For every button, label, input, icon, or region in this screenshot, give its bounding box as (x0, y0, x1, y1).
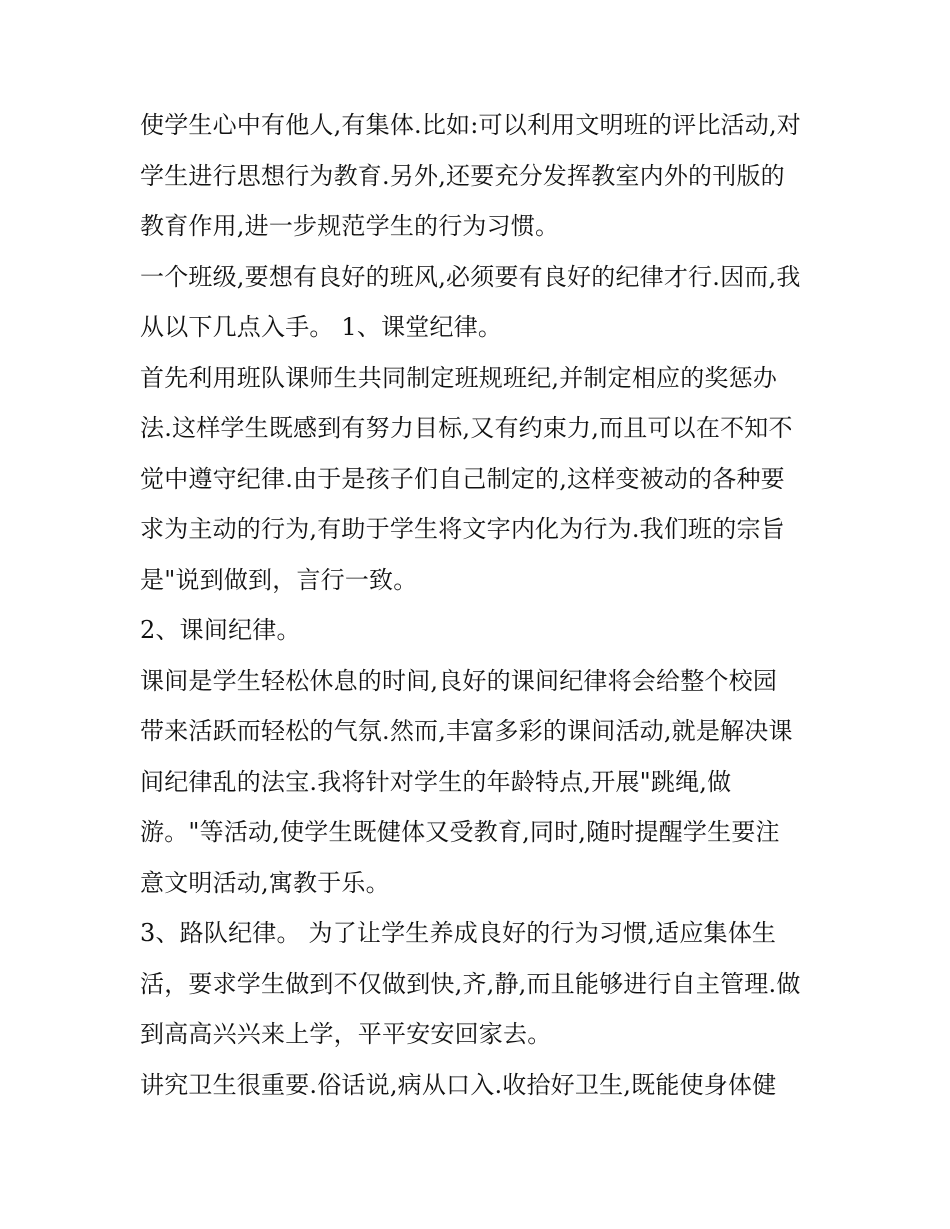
text-line: 使学生心中有他人,有集体.比如:可以利用文明班的评比活动,对 (140, 111, 801, 139)
text-line: 觉中遵守纪律.由于是孩子们自己制定的,这样变被动的各种要 (140, 464, 785, 493)
text-line: 2、课间纪律。 (140, 616, 301, 644)
document-body (140, 100, 820, 1110)
text-line: 课间是学生轻松休息的时间,良好的课间纪律将会给整个校园 (140, 666, 778, 695)
text-line: 求为主动的行为,有助于学生将文字内化为行为.我们班的宗旨 (140, 515, 785, 543)
text-line: 讲究卫生很重要.俗话说,病从口入.收拾好卫生,既能使身体健 (140, 1070, 777, 1099)
text-line: 3、路队纪律。 为了让学生养成良好的行为习惯,适应集体生 (140, 919, 777, 947)
text-line: 法.这样学生既感到有努力目标,又有约束力,而且可以在不知不 (140, 414, 793, 442)
text-line: 活，要求学生做到不仅做到快,齐,静,而且能够进行自主管理.做 (140, 969, 801, 998)
text-line: 一个班级,要想有良好的班风,必须要有良好的纪律才行.因而,我 (140, 262, 801, 291)
text-line: 教育作用,进一步规范学生的行为习惯。 (140, 212, 560, 240)
text-line: 游。"等活动,使学生既健体又受教育,同时,随时提醒学生要注 (140, 818, 780, 846)
text-line: 到高高兴兴来上学，平平安安回家去。 (140, 1020, 552, 1048)
text-line: 从以下几点入手。 1、课堂纪律。 (140, 313, 503, 341)
text-line: 意文明活动,寓教于乐。 (140, 868, 390, 897)
text-line: 是"说到做到，言行一致。 (140, 565, 418, 594)
text-line: 间纪律乱的法宝.我将针对学生的年龄特点,开展"跳绳,做 (140, 767, 732, 796)
text-line: 学生进行思想行为教育.另外,还要充分发挥教室内外的刊版的 (140, 161, 785, 190)
text-line: 首先利用班队课师生共同制定班规班纪,并制定相应的奖惩办 (140, 363, 778, 392)
text-line: 带来活跃而轻松的气氛.然而,丰富多彩的课间活动,就是解决课 (140, 717, 793, 745)
